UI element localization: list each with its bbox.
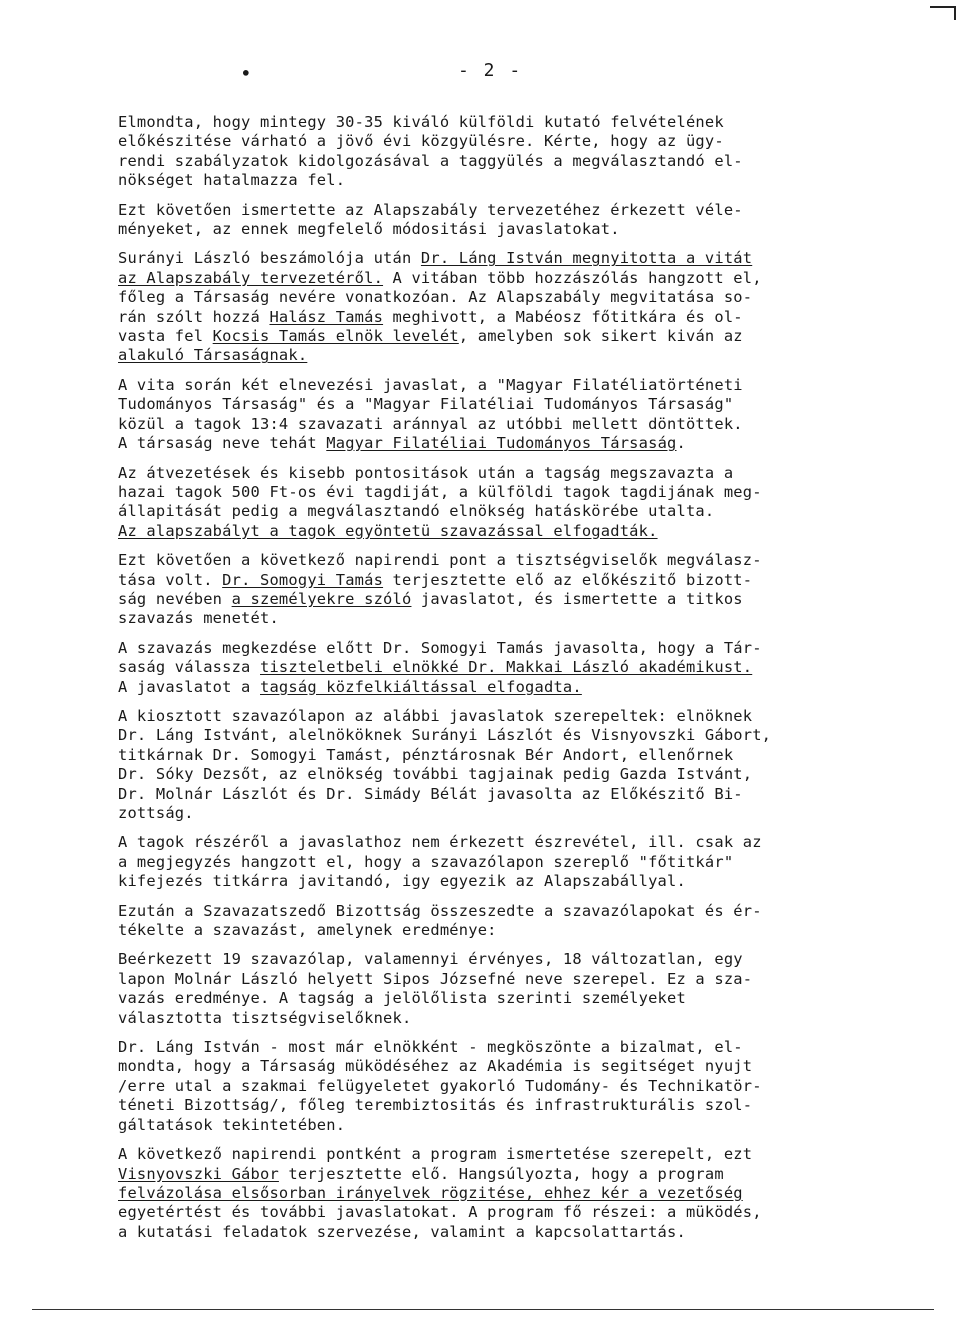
text-segment: lapon Molnár László helyett Sipos Józsefné neve szerepel. Ez a sza- — [118, 969, 753, 988]
text-segment: vazás eredménye. A tagság a jelölőlista szerinti személyeket — [118, 989, 686, 1008]
text-segment: A vitában több hozzászólás hangzott el, — [383, 268, 762, 287]
header-mark: • — [241, 64, 251, 83]
paragraph — [118, 551, 918, 629]
text-line — [118, 152, 918, 171]
text-line — [118, 249, 918, 268]
text-line — [118, 609, 918, 628]
text-segment: Tudományos Társaság" és a "Magyar Filatéliai Tudományos Társaság" — [118, 395, 734, 414]
text-segment: A következő napirendi pontként a program ismertetése szerepelt, ezt — [118, 1145, 753, 1164]
text-segment: egyetértést és további javaslatokat. A program fő részei: a müködés, — [118, 1203, 762, 1222]
text-segment: /erre utal a szakmai felügyeletet gyakorló Tudomány- és Technikatör- — [118, 1076, 762, 1095]
text-line — [118, 804, 918, 823]
text-segment: Surányi László beszámolója után — [118, 249, 421, 268]
text-segment: a kutatási feladatok szervezése, valamint a kapcsolattartás. — [118, 1222, 686, 1241]
text-segment: a megjegyzés hangzott el, hogy a szavazólapon szereplő "főtitkár" — [118, 852, 734, 871]
text-line — [118, 171, 918, 190]
text-segment: főleg a Társaság nevére vonatkozóan. Az Alapszabály megvitatása so- — [118, 288, 753, 307]
text-segment: terjesztette elő az előkészitő bizott- — [383, 570, 753, 589]
text-segment: állapitását pedig a megválasztandó elnökség hatáskörébe utalta. — [118, 502, 715, 521]
text-segment: nökséget hatalmazza fel. — [118, 171, 346, 190]
text-segment: Ezután a Szavazatszedő Bizottság összeszedte a szavazólapokat és ér- — [118, 901, 762, 920]
page-number: - 2 - — [458, 60, 523, 81]
paragraph — [118, 1145, 918, 1242]
text-segment: rendi szabályzatok kidolgozásával a taggyülés a megválasztandó el- — [118, 151, 743, 170]
text-segment: kifejezés titkárra javitandó, igy egyezik az Alapszabállyal. — [118, 872, 686, 891]
text-segment: saság válassza — [118, 658, 260, 677]
text-segment: . — [676, 434, 686, 453]
text-segment: titkárnak Dr. Somogyi Tamást, pénztárosnak Bér Andort, ellenőrnek — [118, 745, 734, 764]
text-line — [118, 502, 918, 521]
text-line — [118, 551, 918, 570]
underlined-text: tiszteletbeli elnökké Dr. Makkai László akadémikust. — [260, 658, 753, 677]
text-line — [118, 1096, 918, 1115]
text-line — [118, 765, 918, 784]
text-line — [118, 1145, 918, 1164]
text-segment: zottság. — [118, 804, 194, 822]
text-line — [118, 395, 918, 414]
text-line — [118, 376, 918, 395]
paragraph — [118, 1038, 918, 1135]
underlined-text: Kocsis Tamás elnök levelét — [212, 327, 459, 346]
text-segment: Elmondta, hogy mintegy 30-35 kiváló külföldi kutató felvételének — [118, 113, 724, 131]
paragraph — [118, 201, 918, 240]
text-line — [118, 989, 918, 1008]
text-segment: , amelyben sok sikert kiván az — [458, 327, 743, 346]
text-line — [118, 346, 918, 365]
text-line — [118, 853, 918, 872]
text-segment: A javaslatot a — [118, 677, 260, 696]
body-text — [118, 113, 918, 1252]
underlined-text: Az alapszabályt a tagok egyöntetü szavazással elfogadták. — [118, 521, 658, 540]
text-line — [118, 678, 918, 697]
text-segment: mondta, hogy a Társaság müködéséhez az Akadémia is segitséget nyujt — [118, 1057, 753, 1076]
text-line — [118, 707, 918, 726]
paragraph — [118, 464, 918, 542]
text-line — [118, 785, 918, 804]
text-segment: A tagok részéről a javaslathoz nem érkezett észrevétel, ill. csak az — [118, 833, 762, 852]
text-segment: Dr. Molnár Lászlót és Dr. Simády Bélát javasolta az Előkészitő Bi- — [118, 784, 743, 803]
text-segment: meghivott, a Mabéosz főtitkára és ol- — [383, 307, 743, 326]
text-line — [118, 132, 918, 151]
text-line — [118, 921, 918, 940]
text-line — [118, 327, 918, 346]
text-line — [118, 522, 918, 541]
text-line — [118, 483, 918, 502]
text-segment: rán szólt hozzá — [118, 307, 270, 326]
text-line — [118, 902, 918, 921]
underlined-text: Visnyovszki Gábor — [118, 1164, 279, 1183]
underlined-text: Magyar Filatéliai Tudományos Társaság — [326, 434, 677, 453]
text-line — [118, 113, 918, 132]
text-line — [118, 833, 918, 852]
corner-crop-mark — [930, 6, 956, 8]
paragraph — [118, 833, 918, 891]
text-segment: Beérkezett 19 szavazólap, valamennyi érvényes, 18 változatlan, egy — [118, 950, 743, 969]
text-segment: A szavazás megkezdése előtt Dr. Somogyi Tamás javasolta, hogy a Tár- — [118, 638, 762, 657]
underlined-text: Dr. Láng István megnyitotta a vitát — [420, 249, 753, 268]
text-segment: javaslatot, és ismertette a titkos — [411, 589, 743, 608]
text-line — [118, 1203, 918, 1222]
underlined-text: Halász Tamás — [269, 307, 384, 326]
bottom-rule — [32, 1309, 934, 1310]
text-line — [118, 872, 918, 891]
text-segment: Dr. Sóky Dezsőt, az elnökség további tagjainak pedig Gazda Istvánt, — [118, 765, 753, 784]
text-line — [118, 464, 918, 483]
text-segment: Ezt követően ismertette az Alapszabály tervezetéhez érkezett véle- — [118, 200, 743, 219]
underlined-text: alakuló Társaságnak. — [118, 346, 308, 365]
text-segment: tékelte a szavazást, amelynek eredménye: — [118, 921, 497, 940]
paragraph — [118, 639, 918, 697]
text-segment: tása volt. — [118, 570, 223, 589]
text-line — [118, 1038, 918, 1057]
text-line — [118, 658, 918, 677]
paragraph — [118, 113, 918, 191]
paragraph — [118, 902, 918, 941]
text-line — [118, 1057, 918, 1076]
text-line — [118, 1184, 918, 1203]
underlined-text: tagság közfelkiáltással elfogadta. — [260, 677, 582, 696]
text-line — [118, 308, 918, 327]
text-line — [118, 269, 918, 288]
text-segment: előkészitése várható a jövő évi közgyülésre. Kérte, hogy az ügy- — [118, 132, 724, 151]
text-segment: A vita során két elnevezési javaslat, a "Magyar Filatéliatörténeti — [118, 375, 743, 394]
paragraph — [118, 707, 918, 823]
text-line — [118, 415, 918, 434]
text-line — [118, 950, 918, 969]
text-segment: Dr. Láng István - most már elnökként - megköszönte a bizalmat, el- — [118, 1038, 743, 1057]
text-line — [118, 1165, 918, 1184]
text-segment: hazai tagok 500 Ft-os évi tagdiját, a külföldi tagok tagdijának meg- — [118, 482, 762, 501]
text-line — [118, 970, 918, 989]
text-line — [118, 1009, 918, 1028]
text-line — [118, 571, 918, 590]
text-line — [118, 1223, 918, 1242]
underlined-text: Dr. Somogyi Tamás — [222, 570, 384, 589]
underlined-text: a személyekre szóló — [231, 589, 412, 608]
text-line — [118, 1077, 918, 1096]
text-segment: téneti Bizottság/, főleg terembiztositás és infrastrukturális szol- — [118, 1096, 753, 1115]
text-segment: terjesztette elő. Hangsúlyozta, hogy a program — [278, 1164, 724, 1183]
text-segment: Ezt követően a következő napirendi pont a tisztségviselők megválasz- — [118, 551, 762, 570]
text-line — [118, 220, 918, 239]
text-segment: választotta tisztségviselőknek. — [118, 1008, 412, 1027]
text-line — [118, 201, 918, 220]
text-line — [118, 1116, 918, 1135]
text-segment: Dr. Láng Istvánt, alelnököknek Surányi Lászlót és Visnyovszki Gábort, — [118, 726, 772, 745]
underlined-text: felvázolása elsősorban irányelvek rögzitése, ehhez kér a vezetőség — [118, 1183, 743, 1202]
paragraph — [118, 950, 918, 1028]
text-line — [118, 746, 918, 765]
text-segment: ményeket, az ennek megfelelő módositási javaslatokat. — [118, 220, 620, 239]
underlined-text: az Alapszabály tervezetéről. — [118, 268, 384, 287]
text-segment: vasta fel — [118, 327, 213, 346]
text-segment: A kiosztott szavazólapon az alábbi javaslatok szerepeltek: elnöknek — [118, 706, 753, 725]
text-segment: gáltatások tekintetében. — [118, 1115, 346, 1134]
paragraph — [118, 376, 918, 454]
text-segment: szavazás menetét. — [118, 609, 279, 628]
text-line — [118, 726, 918, 745]
text-segment: közül a tagok 13:4 szavazati aránnyal az utóbbi mellett döntöttek. — [118, 414, 743, 433]
text-segment: Az átvezetések és kisebb pontositások után a tagság megszavazta a — [118, 463, 734, 482]
paragraph — [118, 249, 918, 365]
text-segment: ság nevében — [118, 589, 232, 608]
text-line — [118, 590, 918, 609]
text-line — [118, 639, 918, 658]
text-line — [118, 288, 918, 307]
text-segment: A társaság neve tehát — [118, 434, 327, 453]
text-line — [118, 434, 918, 453]
